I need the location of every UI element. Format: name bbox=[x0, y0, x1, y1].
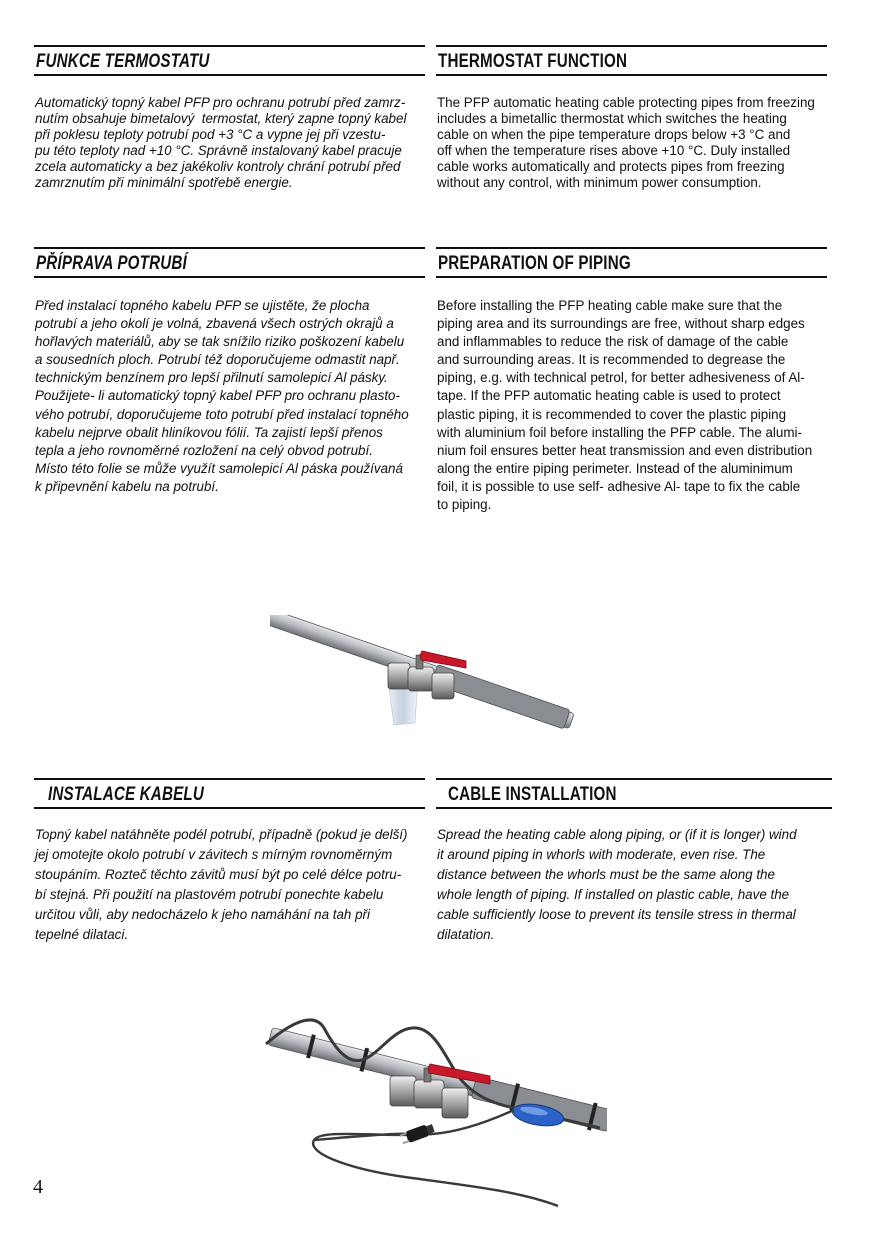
text-line: a sousedních ploch. Potrubí též doporučujeme odmastit např. bbox=[35, 352, 400, 368]
valve-right-nut bbox=[442, 1088, 468, 1118]
text-line: stoupáním. Rozteč těchto závitů musí být po celé délce potru- bbox=[35, 867, 402, 883]
text-line: piping area and its surroundings are free, without sharp edges bbox=[437, 316, 805, 332]
heading-instalace-kabelu: INSTALACE KABELU bbox=[48, 784, 204, 805]
text-line: whole length of piping. If installed on plastic cable, have the bbox=[437, 887, 790, 903]
text-line: nium foil ensures better heat transmission and even distribution bbox=[437, 442, 813, 458]
page-number: 4 bbox=[33, 1176, 43, 1198]
text-line: plastic piping, it is recommended to cover the plastic piping bbox=[437, 406, 787, 422]
text-line: it around piping in whorls with moderate, even rise. The bbox=[437, 847, 766, 863]
paragraph-preparation-en bbox=[437, 297, 812, 514]
text-line: distance between the whorls must be the same along the bbox=[437, 867, 775, 883]
text-line: při poklesu teploty potrubí pod +3 °C a vypne jej při vzestu- bbox=[35, 127, 386, 143]
pipe-valve-illustration bbox=[270, 615, 575, 745]
text-line: Automatický topný kabel PFP pro ochranu potrubí před zamrz- bbox=[35, 95, 406, 110]
section-header-thermostat-cz bbox=[34, 45, 425, 76]
text-line: Místo této folie se může využít samolepicí Al páska používaná bbox=[35, 460, 403, 476]
text-line: cable sufficiently loose to prevent its tensile stress in thermal bbox=[437, 907, 796, 923]
cable-installation-illustration bbox=[262, 1010, 607, 1210]
text-line: hořlavých materiálů, aby se tak snížilo riziko poškození kabelu bbox=[35, 334, 405, 350]
text-line: jej omotejte okolo potrubí v závitech s mírným rovnoměrným bbox=[35, 847, 393, 863]
text-line: piping, e.g. with technical petrol, for better adhesiveness of Al- bbox=[437, 370, 805, 386]
heading-preparation-of-piping: PREPARATION OF PIPING bbox=[438, 253, 631, 274]
text-line: with aluminium foil before installing the PFP cable. The alumi- bbox=[437, 424, 802, 440]
text-line: foil, it is possible to use self- adhesive Al- tape to fix the cable bbox=[437, 478, 801, 494]
heading-funkce-termostatu: FUNKCE TERMOSTATU bbox=[36, 51, 210, 72]
text-line: and inflammables to reduce the risk of damage of the cable bbox=[437, 334, 789, 350]
heading-priprava-potrubi: PŘÍPRAVA POTRUBÍ bbox=[36, 253, 187, 274]
section-header-thermostat-en bbox=[436, 45, 827, 76]
valve-left-nut bbox=[388, 663, 410, 689]
text-line: off when the temperature rises above +10 °C. Duly installed bbox=[437, 143, 791, 159]
valve-right-nut bbox=[432, 673, 454, 699]
text-line: kabelu nejprve obalit hliníkovou fólií. Ta zajistí lepší přenos bbox=[35, 424, 383, 440]
text-line: cable on when the pipe temperature drops below +3 °C and bbox=[437, 127, 791, 143]
text-line: Spread the heating cable along piping, or (if it is longer) wind bbox=[437, 827, 797, 842]
heading-cable-installation: CABLE INSTALLATION bbox=[448, 784, 617, 805]
text-line: Topný kabel natáhněte podél potrubí, případně (pokud je delší) bbox=[35, 827, 408, 842]
text-line: and surrounding areas. It is recommended to degrease the bbox=[437, 352, 786, 368]
valve-body bbox=[408, 667, 434, 691]
text-line: tepla a jeho rovnoměrné rozložení na celý obvod potrubí. bbox=[35, 442, 373, 458]
text-line: includes a bimetallic thermostat which switches the heating bbox=[437, 111, 787, 127]
text-line: tape. If the PFP automatic heating cable is used to protect bbox=[437, 388, 781, 404]
paragraph-preparation-cz bbox=[35, 297, 409, 496]
text-line: určitou vůli, aby nedocházelo k jeho namáhání na tah při bbox=[35, 907, 370, 923]
text-line: zamrznutím při minimální spotřebě energie. bbox=[35, 175, 293, 191]
text-line: pu této teploty nad +10 °C. Správně instalovaný kabel pracuje bbox=[35, 143, 402, 159]
paragraph-thermostat-cz bbox=[35, 95, 406, 192]
text-line: to piping. bbox=[437, 497, 492, 513]
supply-cable bbox=[313, 1110, 558, 1206]
text-line: along the entire piping perimeter. Instead of the aluminimum bbox=[437, 460, 793, 476]
section-header-preparation-en bbox=[436, 247, 827, 278]
paragraph-installation-cz bbox=[35, 825, 407, 946]
text-line: Before installing the PFP heating cable make sure that the bbox=[437, 298, 783, 313]
section-header-installation-cz bbox=[34, 778, 425, 809]
paragraph-installation-en bbox=[437, 825, 797, 946]
heading-thermostat-function: THERMOSTAT FUNCTION bbox=[438, 51, 628, 72]
text-line: bí stejná. Při použití na plastovém potrubí ponechte kabelu bbox=[35, 887, 384, 903]
text-line: tepelné dilataci. bbox=[35, 927, 129, 943]
text-line: Použijete- li automatický topný kabel PFP pro ochranu plasto- bbox=[35, 388, 400, 404]
text-line: nutím obsahuje bimetalový termostat, který zapne topný kabel bbox=[35, 111, 407, 127]
section-header-preparation-cz bbox=[34, 247, 425, 278]
text-line: The PFP automatic heating cable protecting pipes from freezing bbox=[437, 95, 815, 110]
section-header-installation-en bbox=[436, 778, 832, 809]
text-line: vého potrubí, doporučujeme toto potrubí před instalací topného bbox=[35, 406, 409, 422]
text-line: Před instalací topného kabelu PFP se ujistěte, že plocha bbox=[35, 298, 370, 313]
text-line: k připevnění kabelu na potrubí. bbox=[35, 478, 219, 494]
paragraph-thermostat-en bbox=[437, 95, 815, 192]
valve-left-nut bbox=[390, 1076, 416, 1106]
text-line: potrubí a jeho okolí je volná, zbavená všech ostrých okrajů a bbox=[35, 316, 394, 332]
text-line: without any control, with minimum power consumption. bbox=[437, 175, 762, 191]
text-line: zcela automaticky a bez jakékoliv kontroly chrání potrubí před bbox=[35, 159, 401, 175]
text-line: dilatation. bbox=[437, 927, 495, 943]
text-line: technickým benzínem pro lepší přilnutí samolepicí Al pásky. bbox=[35, 370, 388, 386]
text-line: cable works automatically and protects pipes from freezing bbox=[437, 159, 785, 175]
valve-body bbox=[414, 1080, 444, 1108]
